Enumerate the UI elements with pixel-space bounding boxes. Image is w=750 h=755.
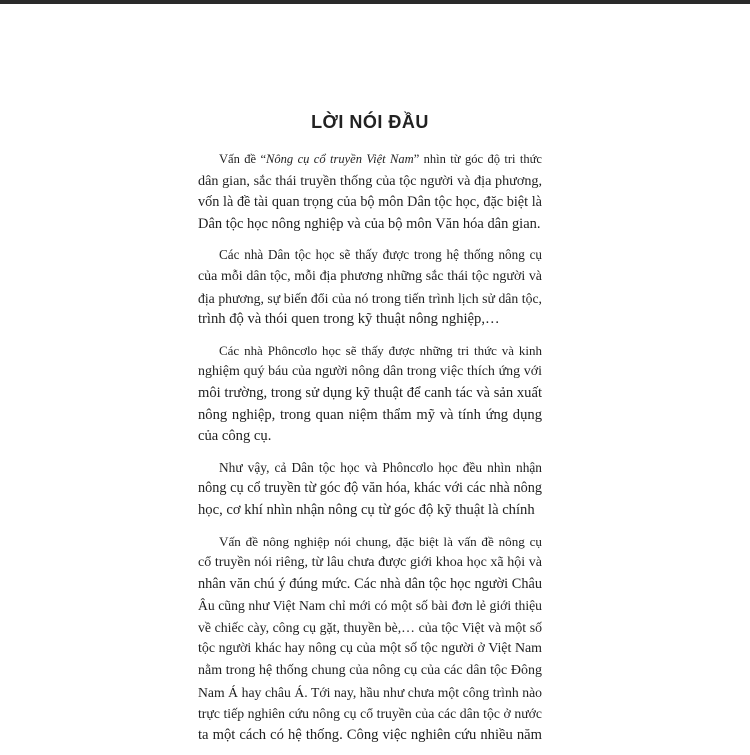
paragraph-3 bbox=[198, 340, 542, 448]
paragraph-line: trình độ và thói quen trong kỹ thuật nông nghiệp,… bbox=[198, 311, 500, 328]
paragraph-line: học, cơ khí nhìn nhận nông cụ từ góc độ kỹ thuật là chính bbox=[198, 501, 535, 518]
book-title-emphasis: Nông cụ cổ truyền Việt Nam bbox=[266, 152, 414, 166]
paragraph-line: Nam Á hay châu Á. Tới nay, hầu như chưa một công trình nào bbox=[198, 684, 542, 700]
paragraph-5 bbox=[198, 531, 542, 747]
paragraph-4 bbox=[198, 457, 542, 522]
paragraph-line: Các nhà Phôncơlo học sẽ thấy được những tri thức và kinh bbox=[219, 342, 542, 358]
paragraph-1 bbox=[198, 149, 542, 235]
paragraph-line: về chiếc cày, công cụ gặt, thuyền bè,… của tộc Việt và một số bbox=[198, 619, 542, 635]
paragraph-line: Vấn đề nông nghiệp nói chung, đặc biệt là vấn đề nông cụ bbox=[219, 533, 542, 549]
paragraph-line: cổ truyền nói riêng, từ lâu chưa được giới khoa học xã hội và bbox=[198, 555, 542, 571]
paragraph-line: Như vậy, cả Dân tộc học và Phôncơlo học đều nhìn nhận bbox=[219, 459, 542, 475]
book-page bbox=[198, 112, 542, 755]
paragraph-line: nằm trong hệ thống chung của nông cụ của các dân tộc Đông bbox=[198, 663, 542, 679]
paragraph-line: Các nhà Dân tộc học sẽ thấy được trong hệ thống nông cụ bbox=[219, 247, 542, 263]
paragraph-line: ta một cách có hệ thống. Công việc nghiên cứu nhiều năm bbox=[198, 726, 542, 743]
paragraph-line: dân gian, sắc thái truyền thống của tộc người và địa phương, bbox=[198, 172, 542, 189]
paragraph-line: nhân văn chú ý đúng mức. Các nhà dân tộc học người Châu bbox=[198, 575, 542, 592]
paragraph-line: Dân tộc học nông nghiệp và của bộ môn Văn hóa dân gian. bbox=[198, 215, 541, 232]
paragraph-line: của công cụ. bbox=[198, 428, 272, 445]
paragraph-line: vốn là đề tài quan trọng của bộ môn Dân tộc học, đặc biệt là bbox=[198, 194, 542, 211]
page-heading: LỜI NÓI ĐẦU bbox=[311, 112, 429, 132]
paragraph-line: nghiệm quý báu của người nông dân trong việc thích ứng với bbox=[198, 364, 542, 380]
paragraph-line: môi trường, trong sử dụng kỹ thuật để canh tác và sản xuất bbox=[198, 384, 542, 401]
paragraph-line: Vấn đề “Nông cụ cổ truyền Việt Nam” nhìn từ góc độ tri thức bbox=[219, 152, 542, 166]
paragraph-line: Âu cũng như Việt Nam chỉ mới có một số bài đơn lẻ giới thiệu bbox=[198, 598, 542, 614]
paragraph-line: nông cụ cổ truyền từ góc độ văn hóa, khác với các nhà nông bbox=[198, 480, 542, 497]
paragraph-line: tộc người khác hay nông cụ của một số tộc người ở Việt Nam bbox=[198, 641, 542, 657]
paragraph-line: của mỗi dân tộc, mỗi địa phương những sắc thái tộc người và bbox=[198, 268, 542, 284]
paragraph-line: địa phương, sự biến đổi của nó trong tiến trình lịch sử dân tộc, bbox=[198, 290, 542, 306]
top-border bbox=[0, 0, 750, 4]
paragraph-2 bbox=[198, 244, 542, 330]
paragraph-line: nông nghiệp, trong quan niệm thẩm mỹ và tính ứng dụng bbox=[198, 406, 542, 423]
paragraph-line: trực tiếp nghiên cứu nông cụ cổ truyền của các dân tộc ở nước bbox=[198, 706, 542, 722]
